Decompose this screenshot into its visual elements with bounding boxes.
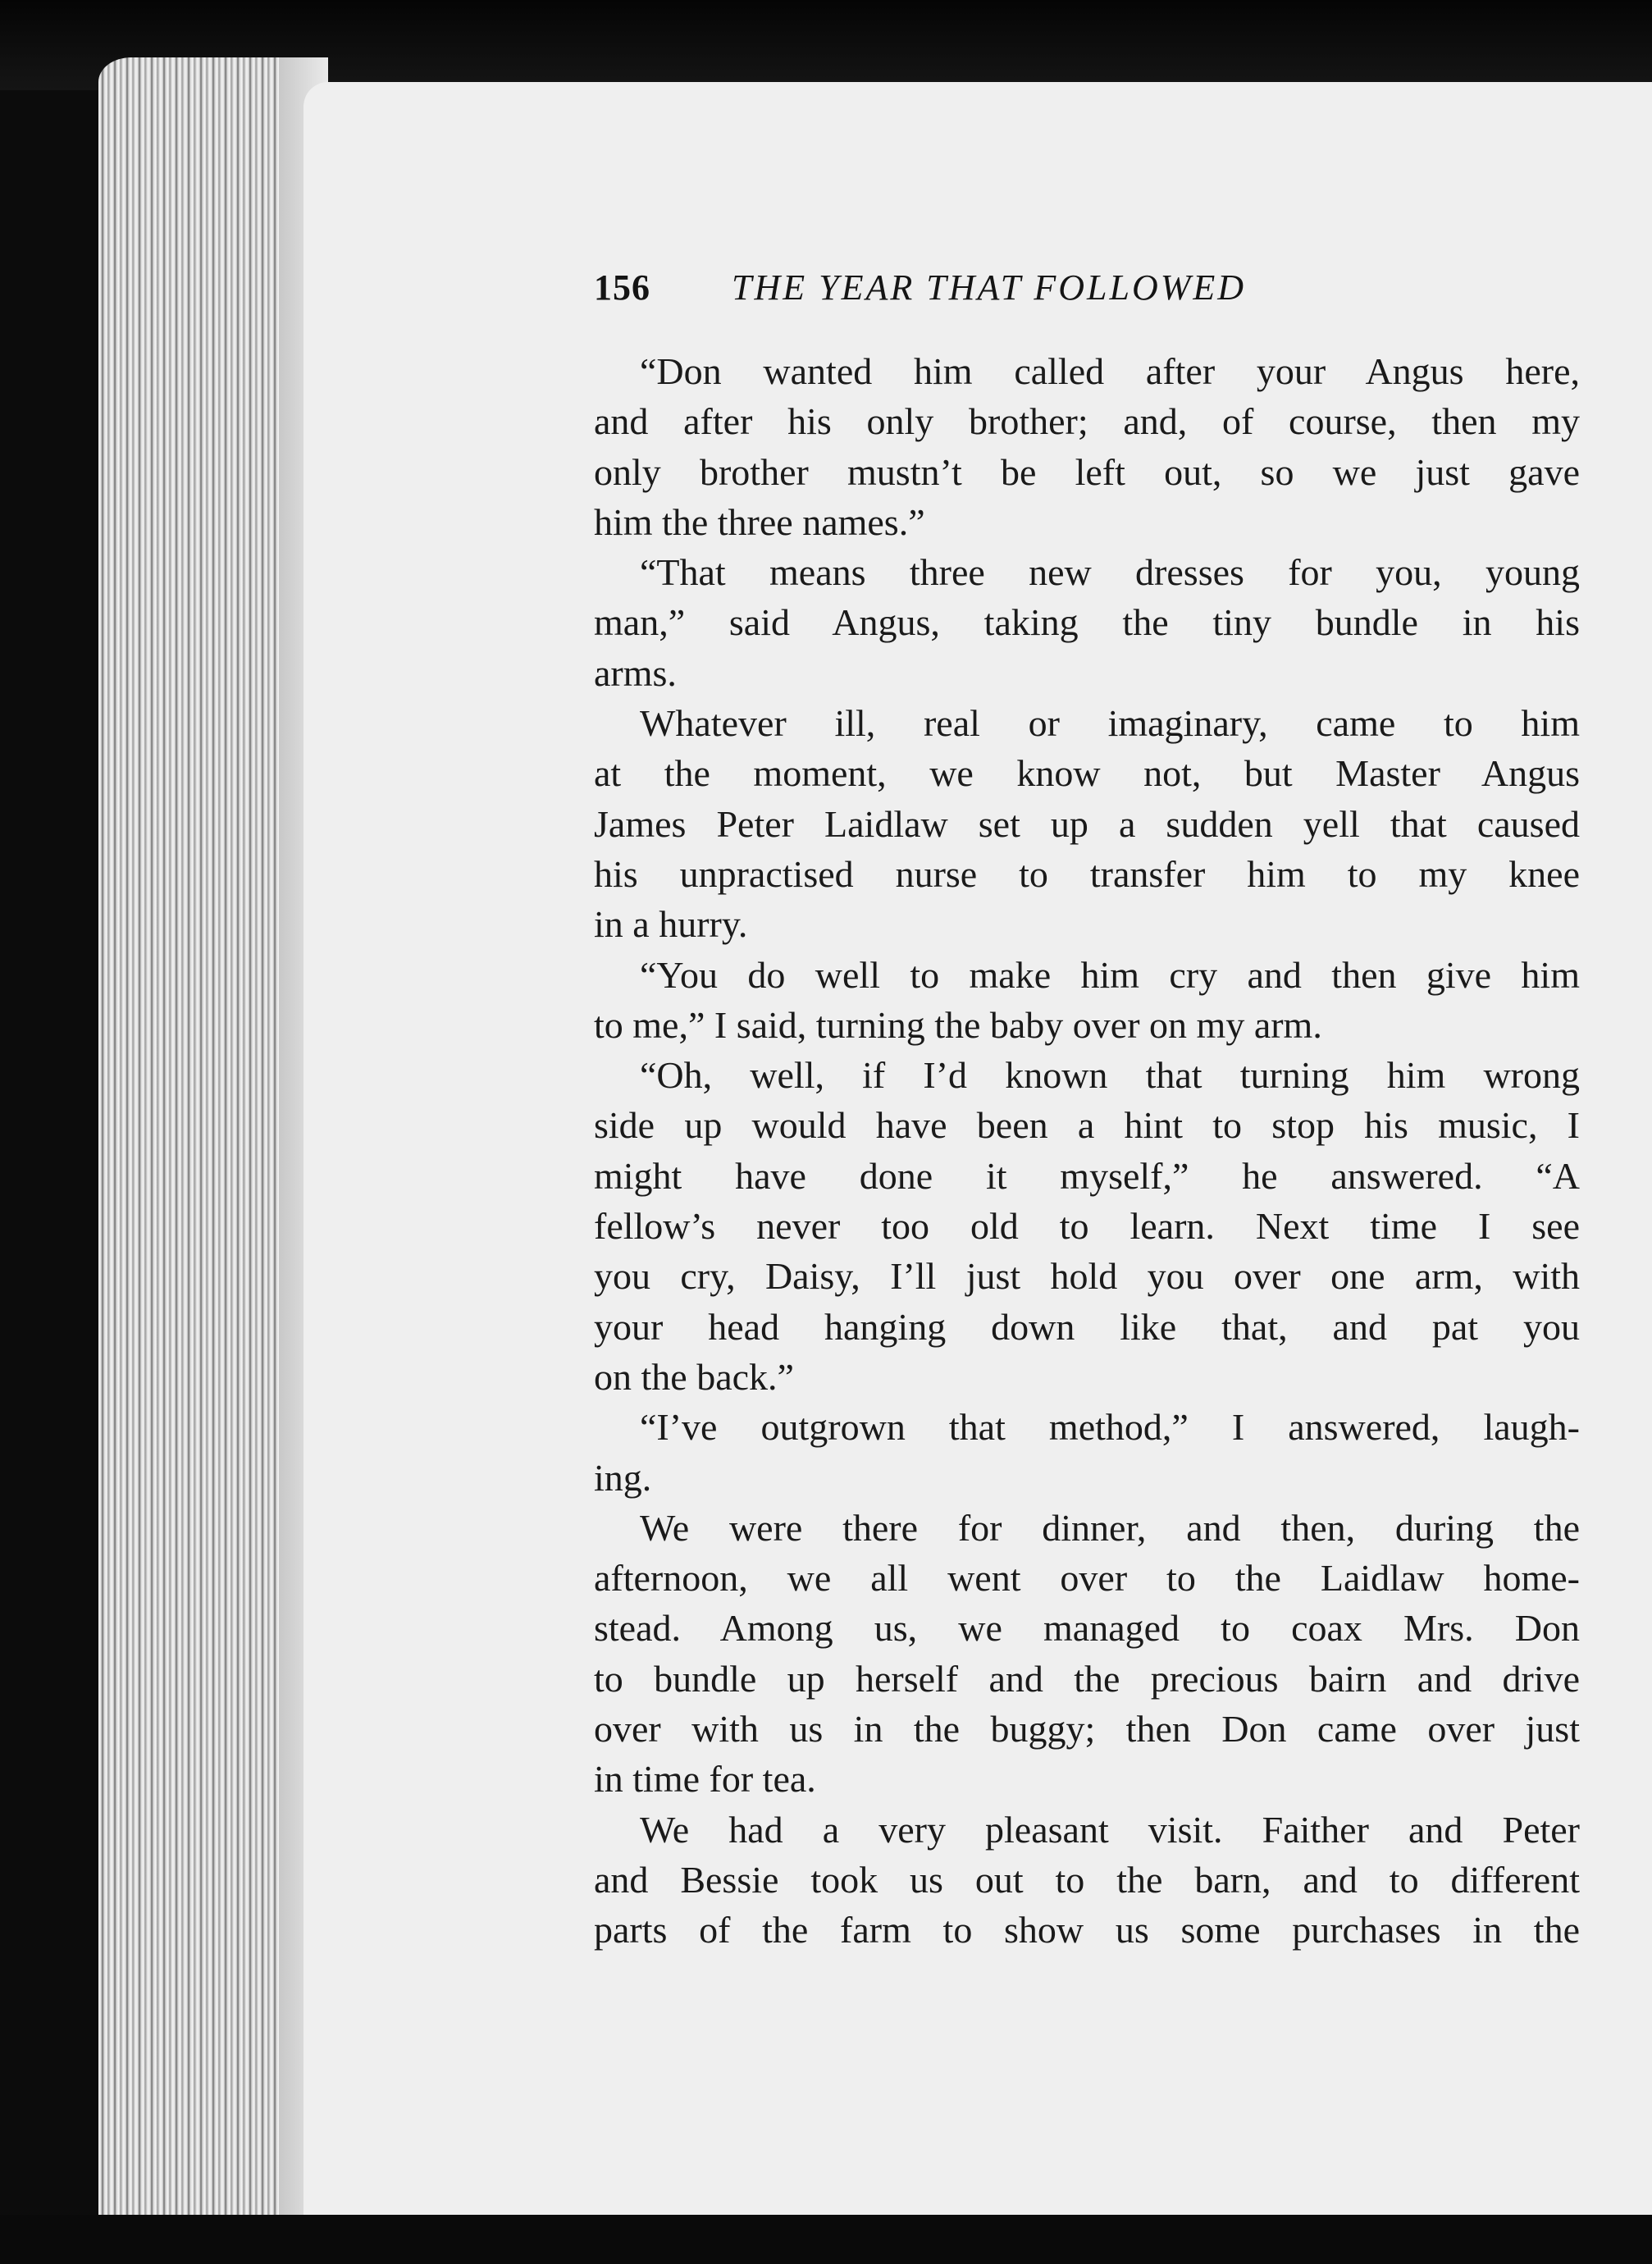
text-line: your head hanging down like that, and pat you: [594, 1305, 1580, 1348]
text-line: James Peter Laidlaw set up a sudden yell that caused: [594, 802, 1580, 845]
text-line: on the back.”: [594, 1355, 794, 1398]
text-line: man,” said Angus, taking the tiny bundle in his: [594, 601, 1580, 644]
text-line: in a hurry.: [594, 903, 748, 946]
text-line: “Oh, well, if I’d known that turning him wrong: [640, 1054, 1580, 1097]
text-line: fellow’s never too old to learn. Next time I see: [594, 1205, 1580, 1248]
text-line: to bundle up herself and the precious bairn and drive: [594, 1657, 1580, 1700]
text-line: arms.: [594, 651, 677, 694]
text-line: and after his only brother; and, of course, then my: [594, 400, 1580, 443]
running-head: [594, 267, 1586, 316]
text-line: stead. Among us, we managed to coax Mrs. Don: [594, 1607, 1580, 1650]
text-line: side up would have been a hint to stop his music, I: [594, 1104, 1580, 1147]
text-line: him the three names.”: [594, 500, 925, 543]
text-line: “You do well to make him cry and then give him: [640, 953, 1580, 996]
text-line: at the moment, we know not, but Master Angus: [594, 752, 1580, 795]
body-text: [594, 346, 1580, 1956]
text-line: you cry, Daisy, I’ll just hold you over one arm, with: [594, 1255, 1580, 1298]
text-line: We had a very pleasant visit. Faither and Peter: [640, 1808, 1580, 1851]
text-line: parts of the farm to show us some purchases in the: [594, 1909, 1580, 1951]
page-edges: [98, 57, 303, 2223]
page-number: 156: [594, 267, 650, 308]
text-line: and Bessie took us out to the barn, and to different: [594, 1858, 1580, 1901]
text-line: his unpractised nurse to transfer him to my knee: [594, 852, 1580, 895]
text-line: We were there for dinner, and then, during the: [640, 1506, 1580, 1549]
text-line: afternoon, we all went over to the Laidlaw home-: [594, 1557, 1580, 1600]
text-line: to me,” I said, turning the baby over on my arm.: [594, 1003, 1322, 1046]
text-line: might have done it myself,” he answered. “A: [594, 1154, 1580, 1197]
text-line: Whatever ill, real or imaginary, came to him: [640, 702, 1580, 745]
bottom-shadow: [0, 2215, 1652, 2264]
text-line: only brother mustn’t be left out, so we just gave: [594, 450, 1580, 493]
text-line: over with us in the buggy; then Don came over just: [594, 1708, 1580, 1750]
text-line: “Don wanted him called after your Angus here,: [640, 350, 1580, 392]
text-line: ing.: [594, 1456, 652, 1499]
text-line: “That means three new dresses for you, young: [640, 551, 1580, 594]
running-title: THE YEAR THAT FOLLOWED: [732, 267, 1247, 308]
text-line: in time for tea.: [594, 1758, 816, 1801]
text-line: “I’ve outgrown that method,” I answered, laugh-: [640, 1406, 1580, 1449]
